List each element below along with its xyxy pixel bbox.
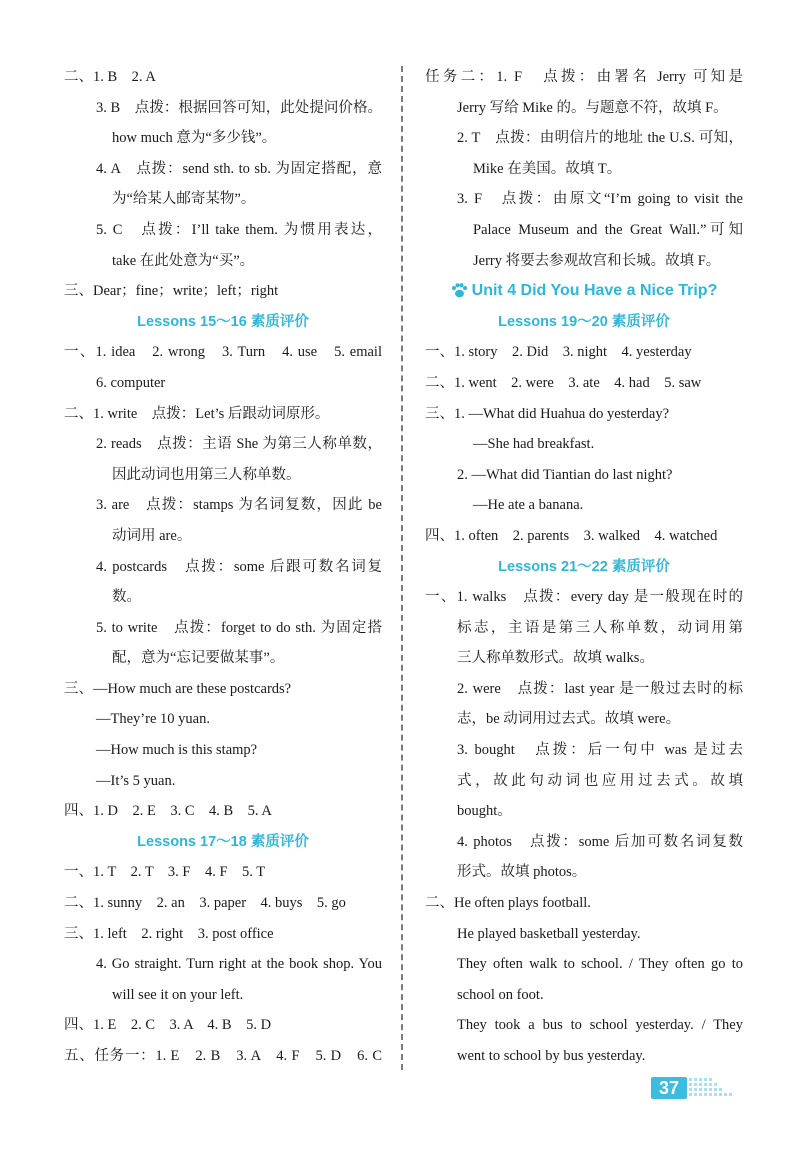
answer-line: 2. reads 点拨：主语 She 为第三人称单数， — [96, 436, 382, 453]
answer-line: —They’re 10 yuan. — [96, 711, 210, 728]
answer-line: 一、1. walks 点拨：every day 是一般现在时的 — [425, 589, 743, 606]
answer-line: They often walk to school. / They often go to — [457, 956, 743, 973]
answer-line: —She had breakfast. — [473, 436, 595, 453]
page-number: 37 — [651, 1077, 687, 1099]
answer-line: 4. postcards 点拨：some 后跟可数名词复 — [96, 558, 382, 575]
answer-line: 数。 — [112, 589, 141, 606]
section-heading: Lessons 15～16 素质评价 — [137, 313, 309, 330]
answer-line: how much 意为“多少钱”。 — [112, 130, 277, 147]
answer-line: 二、1. went 2. were 3. ate 4. had 5. saw — [425, 374, 702, 391]
answer-line: 3. are 点拨：stamps 为名词复数，因此 be — [96, 497, 382, 514]
answer-line: Mike 在美国。故填 T。 — [473, 160, 622, 177]
answer-line: 标志，主语是第三人称单数，动词用第 — [457, 619, 743, 636]
answer-line: 五、任务一：1. E 2. B 3. A 4. F 5. D 6. C — [64, 1048, 382, 1064]
answer-line: 一、1. idea 2. wrong 3. Turn 4. use 5. email — [64, 344, 382, 361]
answer-line: 6. computer — [96, 374, 166, 391]
answer-line: will see it on your left. — [112, 986, 244, 1003]
answer-line: 3. B 点拨：根据回答可知，此处提问价格。 — [96, 99, 382, 116]
answer-line: They took a bus to school yesterday. / They — [457, 1017, 743, 1034]
unit-heading — [425, 276, 743, 307]
answer-line: 3. bought 点拨：后一句中 was 是过去 — [457, 742, 743, 759]
right-column — [425, 62, 743, 1072]
paw-icon — [451, 283, 467, 298]
answer-line: 3. F 点拨：由原文“I’m going to visit the — [457, 191, 743, 208]
answer-line: 二、1. B 2. A — [64, 69, 156, 85]
answer-line: 二、He often plays football. — [425, 895, 591, 912]
answer-line: 志，be 动词用过去式。故填 were。 — [457, 711, 681, 728]
answer-line: 一、1. T 2. T 3. F 4. F 5. T — [64, 864, 266, 881]
answer-line: 三、1. —What did Huahua do yesterday? — [425, 405, 670, 422]
answer-line: 任务二：1. F 点拨：由署名 Jerry 可知是 — [425, 69, 743, 85]
answer-line: —How much is this stamp? — [96, 742, 258, 759]
answer-line: 式，故此句动词也应用过去式。故填 — [457, 772, 743, 789]
answer-line: 为“给某人邮寄某物”。 — [112, 191, 256, 208]
answer-line: went to school by bus yesterday. — [457, 1048, 646, 1064]
answer-line: 四、1. often 2. parents 3. walked 4. watched — [425, 527, 718, 544]
answer-line: 配，意为“忘记要做某事”。 — [112, 650, 285, 667]
answer-line: Palace Museum and the Great Wall.”可知 — [473, 221, 743, 238]
column-divider — [401, 66, 403, 1070]
answer-line: bought。 — [457, 803, 512, 820]
answer-line: school on foot. — [457, 986, 544, 1003]
section-heading: Lessons 21～22 素质评价 — [498, 558, 670, 575]
answer-line: 二、1. sunny 2. an 3. paper 4. buys 5. go — [64, 895, 346, 912]
answer-line: 三人称单数形式。故填 walks。 — [457, 650, 654, 667]
answer-line: 4. Go straight. Turn right at the book shop. You — [96, 956, 382, 973]
answer-line: 三、1. left 2. right 3. post office — [64, 925, 274, 942]
answer-line: take 在此处意为“买”。 — [112, 252, 255, 269]
answer-line: 四、1. D 2. E 3. C 4. B 5. A — [64, 803, 272, 820]
section-heading: Lessons 19～20 素质评价 — [498, 313, 670, 330]
answer-line: 5. C 点拨：I’ll take them. 为惯用表达， — [96, 221, 382, 238]
answer-line: —It’s 5 yuan. — [96, 772, 176, 789]
answer-line: Jerry 将要去参观故宫和长城。故填 F。 — [473, 252, 721, 269]
answer-line: 因此动词也用第三人称单数。 — [112, 466, 301, 483]
answer-line: Jerry 写给 Mike 的。与题意不符，故填 F。 — [457, 99, 728, 116]
answer-line: 动词用 are。 — [112, 527, 192, 544]
answer-line: —He ate a banana. — [473, 497, 584, 514]
left-column — [64, 62, 382, 1072]
answer-line: 4. A 点拨：send sth. to sb. 为固定搭配，意 — [96, 160, 382, 177]
section-heading: Lessons 17～18 素质评价 — [137, 833, 309, 850]
answer-line: 2. were 点拨：last year 是一般过去时的标 — [457, 680, 743, 697]
answer-line: 5. to write 点拨：forget to do sth. 为固定搭 — [96, 619, 382, 636]
answer-line: 2. T 点拨：由明信片的地址 the U.S. 可知， — [457, 130, 743, 147]
answer-line: 2. —What did Tiantian do last night? — [457, 466, 673, 483]
answer-line: 四、1. E 2. C 3. A 4. B 5. D — [64, 1017, 272, 1034]
unit-title: Unit 4 Did You Have a Nice Trip? — [471, 282, 718, 300]
answer-line: 三、—How much are these postcards? — [64, 680, 292, 697]
answer-line: 三、Dear；fine；write；left；right — [64, 283, 279, 300]
answer-line: 形式。故填 photos。 — [457, 864, 587, 881]
answer-line: 一、1. story 2. Did 3. night 4. yesterday — [425, 344, 692, 361]
decorative-grid — [689, 1078, 737, 1098]
answer-line: 4. photos 点拨：some 后加可数名词复数 — [457, 833, 743, 850]
answer-line: 二、1. write 点拨：Let’s 后跟动词原形。 — [64, 405, 330, 422]
answer-line: He played basketball yesterday. — [457, 925, 641, 942]
